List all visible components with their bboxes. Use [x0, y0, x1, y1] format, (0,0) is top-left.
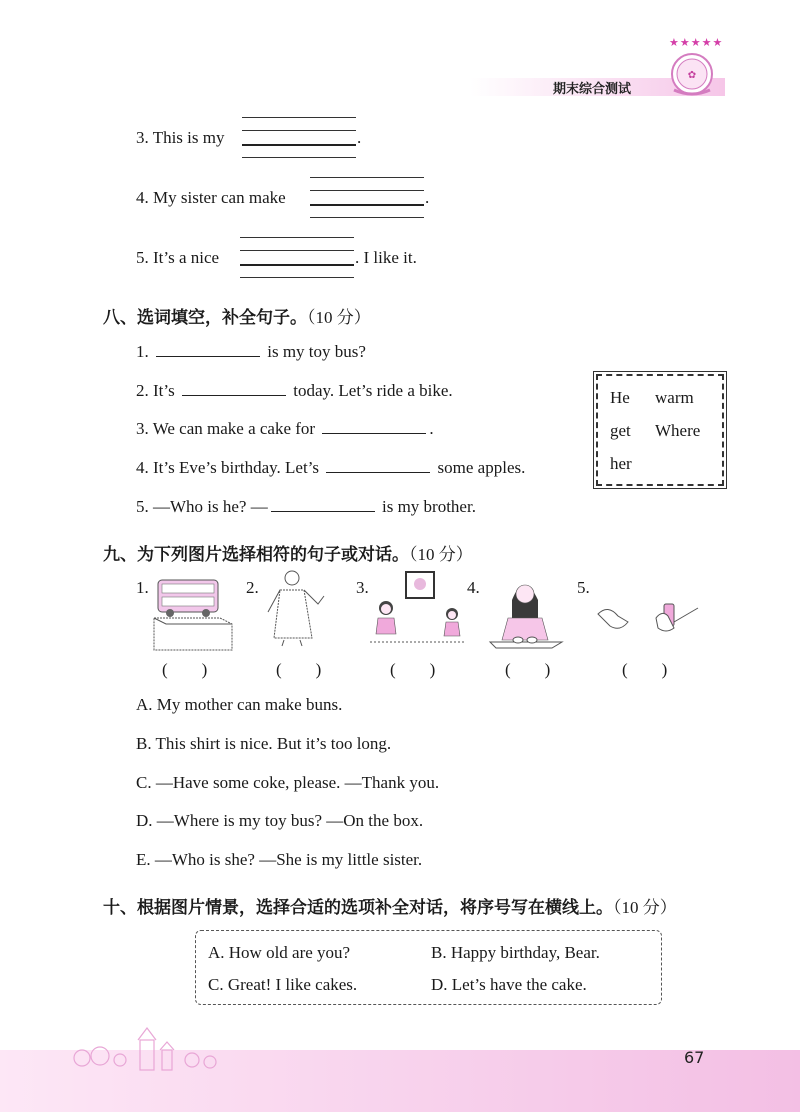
page-number: 67: [684, 1048, 705, 1067]
item-text: —Who is he? —: [153, 497, 268, 516]
item-text: It’s a nice: [153, 248, 220, 267]
options-box: [195, 930, 662, 1005]
s7-item-4: [136, 188, 286, 208]
option-b: B. Happy birthday, Bear.: [431, 943, 600, 962]
section-points: （10 分）: [307, 308, 371, 327]
s8-item-2: [136, 381, 453, 401]
item-text-after: .: [357, 128, 362, 147]
section-points: （10 分）: [409, 545, 473, 564]
item-text-after: .: [425, 188, 430, 207]
writing-line-4[interactable]: [310, 204, 424, 206]
answer-blank[interactable]: [182, 394, 286, 396]
item-number: 4.: [136, 458, 149, 477]
word-box: [596, 374, 724, 486]
section-9-title: [103, 540, 473, 565]
section-title-text: 十、根据图片情景，选择合适的选项补全对话，将序号写在横线上。: [103, 898, 613, 918]
item-text-after: .: [429, 419, 434, 438]
coke-offer-illustration: [594, 592, 704, 642]
item-text-after: today. Let’s ride a bike.: [293, 381, 453, 400]
mother-making-buns-illustration: [482, 570, 572, 652]
option-e: E. —Who is she? —She is my little sister.: [136, 850, 423, 869]
picture-number: 4.: [467, 578, 480, 597]
writing-line-3[interactable]: [242, 144, 356, 146]
item-number: 3.: [136, 128, 149, 147]
answer-parentheses[interactable]: ( ): [390, 660, 436, 679]
word-option: Where: [655, 421, 701, 440]
word-option: He: [610, 388, 630, 407]
answer-blank[interactable]: [326, 471, 430, 473]
item-text: My sister can make: [153, 188, 286, 207]
picture-number: 3.: [356, 578, 369, 597]
item-text: This is my: [152, 128, 225, 147]
s8-item-4: [136, 458, 525, 478]
section-title-text: 八、选词填空，补全句子。: [103, 308, 307, 328]
picture-number: 5.: [577, 578, 590, 597]
answer-parentheses[interactable]: ( ): [276, 660, 322, 679]
item-text-after: some apples.: [437, 458, 526, 477]
item-text: We can make a cake for: [152, 419, 316, 438]
item-text-after: is my brother.: [381, 497, 476, 516]
castle-decoration-icon: [70, 1022, 240, 1072]
s8-item-5: [136, 497, 476, 517]
item-text: It’s Eve’s birthday. Let’s: [153, 458, 320, 477]
item-number: 1.: [136, 342, 149, 361]
item-number: 4.: [136, 188, 149, 207]
writing-line-5[interactable]: [240, 264, 354, 266]
answer-blank[interactable]: [322, 432, 426, 434]
svg-text:✿: ✿: [687, 70, 697, 81]
item-text-after: . I like it.: [355, 248, 417, 267]
item-number: 5.: [136, 248, 149, 267]
section-title-text: 九、为下列图片选择相符的句子或对话。: [103, 545, 409, 565]
sisters-photo-illustration: [368, 568, 468, 650]
option-c: C. Great! I like cakes.: [208, 975, 358, 994]
item-number: 2.: [136, 381, 149, 400]
word-option: warm: [655, 388, 694, 407]
s8-item-1: [136, 342, 366, 362]
s7-item-3: [136, 128, 225, 148]
item-text: It’s: [153, 381, 175, 400]
option-a: A. How old are you?: [208, 943, 351, 962]
section-10-title: [103, 893, 677, 918]
option-c: C. —Have some coke, please. —Thank you.: [136, 773, 440, 792]
s8-item-3: [136, 419, 434, 439]
section-8-title: [103, 303, 371, 328]
option-d: D. —Where is my toy bus? —On the box.: [136, 811, 424, 830]
s7-item-5: [136, 248, 219, 268]
item-number: 5.: [136, 497, 149, 516]
picture-number: 1.: [136, 578, 149, 597]
item-text-after: is my toy bus?: [267, 342, 366, 361]
option-a: A. My mother can make buns.: [136, 695, 343, 714]
answer-parentheses[interactable]: ( ): [622, 660, 668, 679]
answer-parentheses[interactable]: ( ): [162, 660, 208, 679]
word-option: her: [610, 454, 632, 473]
answer-blank[interactable]: [271, 510, 375, 512]
header-stars: ★★★★★: [669, 36, 724, 49]
item-number: 3.: [136, 419, 149, 438]
option-b: B. This shirt is nice. But it’s too long.: [136, 734, 392, 753]
bus-on-box-illustration: [150, 570, 236, 652]
word-option: get: [610, 421, 631, 440]
section-points: （10 分）: [613, 898, 677, 917]
answer-parentheses[interactable]: ( ): [505, 660, 551, 679]
picture-number: 2.: [246, 578, 259, 597]
answer-blank[interactable]: [156, 355, 260, 357]
long-shirt-illustration: [262, 568, 332, 648]
option-d: D. Let’s have the cake.: [431, 975, 587, 994]
header-label: 期末综合测试: [553, 82, 632, 97]
